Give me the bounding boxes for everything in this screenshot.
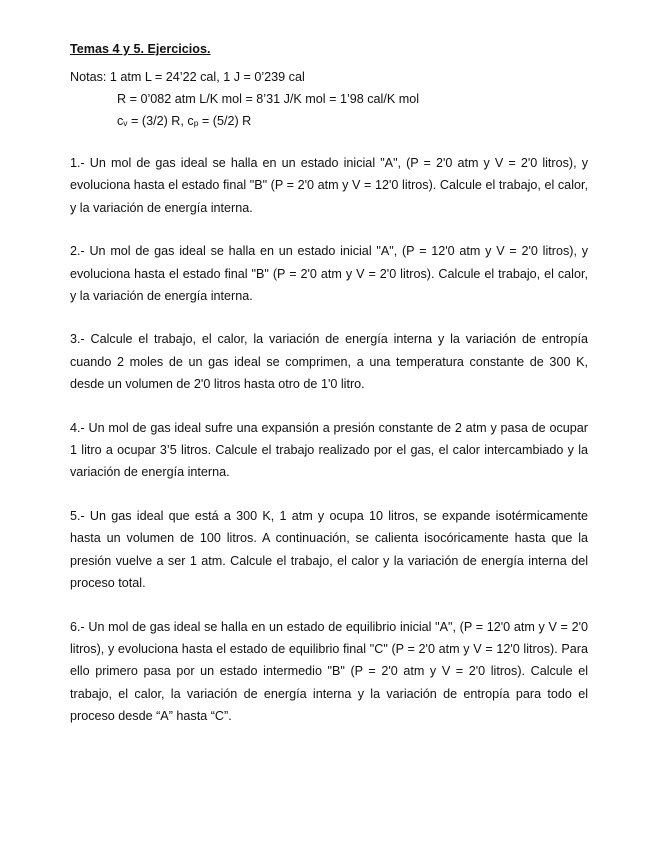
cp-subscript: p (193, 118, 199, 128)
cv-symbol: c (117, 114, 124, 128)
exercise-1: 1.- Un mol de gas ideal se halla en un estado inicial "A", (P = 2'0 atm y V = 2'0 litros), y evoluciona hasta el estado final "B" (P = 2'0 atm y V = 12'0 litros). Calcule el trabajo, el calor, y la variación de energía interna. (70, 156, 588, 215)
exercise-3: 3.- Calcule el trabajo, el calor, la variación de energía interna y la variación de entropía cuando 2 moles de un gas ideal se comprimen, a una temperatura constante de 300 K, desde un volumen de 2'0 litros hasta otro de 1'0 litro. (70, 332, 588, 392)
notes-line-1: Notas: 1 atm L = 24’22 cal, 1 J = 0’239 cal (70, 70, 305, 84)
document-title: Temas 4 y 5. Ejercicios. (70, 42, 211, 56)
exercise-6: 6.- Un mol de gas ideal se halla en un estado de equilibrio inicial "A", (P = 12'0 atm y V = 2'0 litros), y evoluciona hasta el estado de equilibrio final "C" (P = 2'0 atm y V = 12'0 litros). Para ello primero pasa por un estado intermedio "B" (P = 2'0 atm y V = 2'0 litros). Calcule el trabajo, el calor, la variación de energía interna y la variación de entropía para todo el proceso desde “A” hasta “C”. (70, 619, 588, 724)
cv-value: = (3/2) R, (127, 114, 188, 128)
notes-line-2: R = 0’082 atm L/K mol = 8’31 J/K mol = 1’98 cal/K mol (117, 92, 420, 106)
cp-symbol: c (187, 114, 194, 128)
document-page (70, 40, 588, 728)
exercise-4: 4.- Un mol de gas ideal sufre una expansión a presión constante de 2 atm y pasa de ocupar 1 litro a ocupar 3’5 litros. Calcule el trabajo realizado por el gas, el calor intercambiado y la variación de energía interna. (70, 420, 588, 480)
cv-subscript: v (123, 118, 128, 128)
notes-line-3 (70, 110, 588, 134)
exercise-5: 5.- Un gas ideal que está a 300 K, 1 atm y ocupa 10 litros, se expande isotérmicamente hasta un volumen de 100 litros. A continuación, se calienta isocóricamente hasta que la presión vuelve a ser 1 atm. Calcule el trabajo, el calor y la variación de energía interna del proceso total. (70, 508, 588, 591)
exercise-2: 2.- Un mol de gas ideal se halla en un estado inicial "A", (P = 12'0 atm y V = 2'0 litros), y evoluciona hasta el estado final "B" (P = 2'0 atm y V = 2'0 litros). Calcule el trabajo, el calor, y la variación de energía interna. (70, 244, 588, 304)
cp-value: = (5/2) R (198, 114, 252, 128)
notes-block (70, 66, 588, 134)
